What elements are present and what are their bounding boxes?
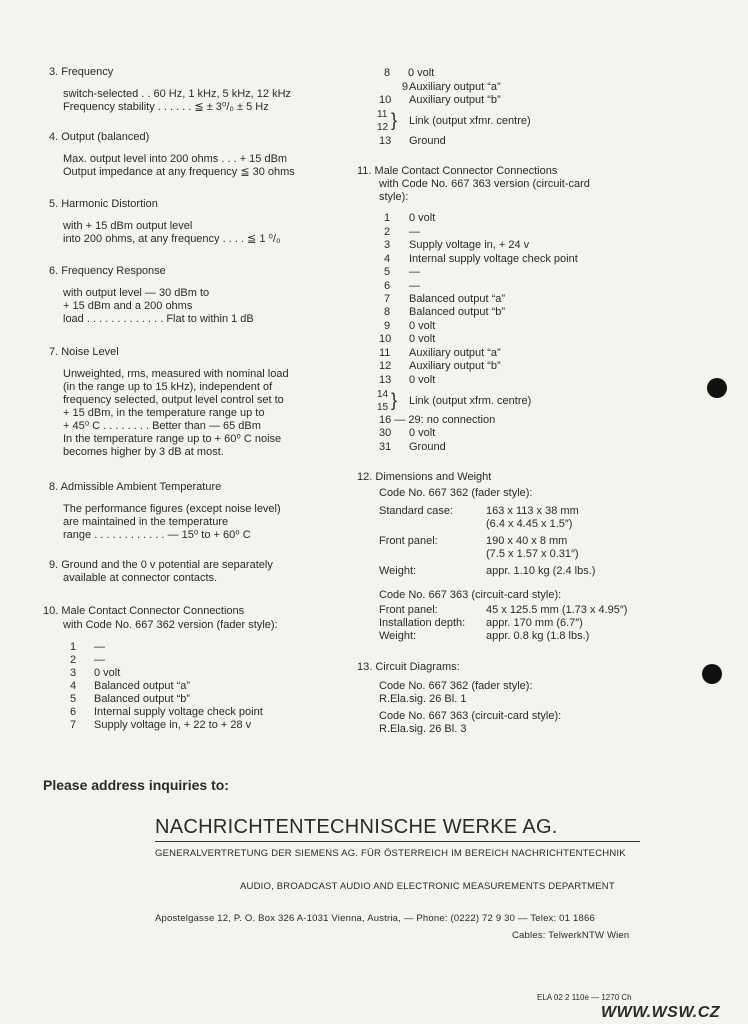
pin-number: 11 [379,347,391,359]
dim-value: 163 x 113 x 38 mm [486,505,579,517]
pin-number: 6 [70,706,77,718]
spec-line: The performance figures (except noise level) [63,503,281,515]
pin-number: 3 [384,239,391,251]
pin-function: — [94,654,105,666]
section-title: 6. Frequency Response [49,265,166,277]
spec-line: + 15 dBm, in the temperature range up to [63,407,265,419]
section-subtitle: with Code No. 667 363 version (circuit-card [379,178,590,190]
company-name: NACHRICHTENTECHNISCHE WERKE AG. [155,816,558,838]
pin-function: Auxiliary output “b” [409,360,501,372]
dim-value: (7.5 x 1.57 x 0.31″) [486,548,579,560]
diagram-ref: R.Ela.sig. 26 Bl. 1 [379,693,467,705]
dim-label: Standard case: [379,505,453,517]
document-number: ELA 02 2 110e — 1270 Ch [537,993,632,1002]
dim-label: Front panel: [379,535,438,547]
pin-row [379,81,408,94]
pin-function: — [409,226,420,238]
section-title: 11. Male Contact Connector Connections [357,165,558,177]
pin-number: 2 [384,226,391,238]
pin-function: Balanced output “a” [94,680,191,692]
watermark: WWW.WSW.CZ [601,1004,721,1021]
section-subtitle: Code No. 667 362 (fader style): [379,487,533,499]
spec-line: Max. output level into 200 ohms . . . + 15 dBm [63,153,288,165]
cables-line: Cables: TelwerkNTW Wien [512,930,630,941]
spec-line: Unweighted, rms, measured with nominal load [63,368,289,380]
pin-number: 15 [377,402,389,413]
pin-function: Link (output xfmr. centre) [409,115,531,127]
spec-line: switch-selected . . 60 Hz, 1 kHz, 5 kHz, 12 kHz [63,88,292,100]
section-subtitle: with Code No. 667 362 version (fader style): [63,619,278,631]
pin-function: Auxiliary output “b” [409,94,501,106]
pin-function: 0 volt [409,333,436,345]
pin-number: 6 [384,280,391,292]
pin-number: 9 [384,320,391,332]
section-title: 12. Dimensions and Weight [357,471,492,483]
pin-function: 0 volt [409,427,436,439]
dim-value: appr. 170 mm (6.7″) [486,617,583,629]
pin-function: — [409,266,420,278]
pin-function: Supply voltage in, + 22 to + 28 v [94,719,252,731]
pin-function: Ground [409,135,446,147]
spec-line: + 45⁰ C . . . . . . . . Better than — 65 dBm [63,420,261,432]
binder-hole [702,664,722,684]
spec-line: into 200 ohms, at any frequency . . . . ≦ 1 ⁰/₀ [63,233,281,245]
spec-line: range . . . . . . . . . . . . — 15⁰ to + 60⁰ C [63,529,251,541]
pin-number: 31 [379,441,392,453]
section-subtitle: Code No. 667 363 (circuit-card style): [379,589,562,601]
pin-number: 12 [379,360,392,372]
section-title: 10. Male Contact Connector Connections [43,605,245,617]
pin-function: Auxiliary output “a” [409,81,501,93]
dim-value: appr. 1.10 kg (2.4 lbs.) [486,565,596,577]
pin-function: — [94,641,105,653]
diagram-ref: Code No. 667 363 (circuit-card style): [379,710,562,722]
section-title: 4. Output (balanced) [49,131,150,143]
pin-number: 14 [377,389,389,400]
address-line: Apostelgasse 12, P. O. Box 326 A-1031 Vienna, Austria, — Phone: (0222) 72 9 30 — Telex: 01 1866 [155,913,595,924]
spec-line: frequency selected, output level control set to [63,394,284,406]
pin-number: 12 [377,122,389,133]
dim-value: appr. 0.8 kg (1.8 lbs.) [486,630,590,642]
pin-function: Balanced output “b” [94,693,191,705]
pin-function: Ground [409,441,446,453]
pin-function: 0 volt [409,374,436,386]
pin-number: 30 [379,427,392,439]
diagram-ref: R.Ela.sig. 26 Bl. 3 [379,723,467,735]
dim-label: Front panel: [379,604,438,616]
pin-function: Link (output xfrm. centre) [409,395,532,407]
pin-number: 5 [384,266,391,278]
pin-number: 5 [70,693,77,705]
pin-number: 7 [384,293,391,305]
section-title: 5. Harmonic Distortion [49,198,158,210]
section-title: 7. Noise Level [49,346,119,358]
dim-label: Weight: [379,630,417,642]
pin-function: Balanced output “b” [409,306,506,318]
spec-line: becomes higher by 3 dB at most. [63,446,224,458]
department-line: AUDIO, BROADCAST AUDIO AND ELECTRONIC MEASUREMENTS DEPARTMENT [240,881,615,892]
pin-row [70,641,105,654]
spec-line: are maintained in the temperature [63,516,229,528]
pin-number: 11 [377,109,388,120]
spec-line: Frequency stability . . . . . . ≦ ± 3⁰/₀ ± 5 Hz [63,101,269,113]
pin-row [384,67,434,80]
pin-range: 16 — 29: no connection [379,414,496,426]
pin-function: 0 volt [94,667,121,679]
brace-icon: } [391,390,398,410]
dim-value: 45 x 125.5 mm (1.73 x 4.95″) [486,604,628,616]
pin-row [70,706,263,719]
spec-line: load . . . . . . . . . . . . . Flat to within 1 dB [63,313,254,325]
spec-line: + 15 dBm and a 200 ohms [63,300,193,312]
pin-number: 8 [384,306,391,318]
spec-line: In the temperature range up to + 60⁰ C noise [63,433,282,445]
pin-number: 1 [384,212,391,224]
pin-number: 8 [384,67,391,79]
pin-number: 4 [70,680,77,692]
pin-function: 0 volt [409,320,436,332]
pin-row [70,654,105,667]
pin-row [70,693,190,706]
spec-line: 9. Ground and the 0 v potential are separately [49,559,273,571]
spec-line: (in the range up to 15 kHz), independent of [63,381,273,393]
agency-line: GENERALVERTRETUNG DER SIEMENS AG. FÜR ÖSTERREICH IM BEREICH NACHRICHTENTECHNIK [155,848,626,859]
pin-number: 13 [379,374,392,386]
spec-line: with output level — 30 dBm to [63,287,210,299]
section-title: 8. Admissible Ambient Temperature [49,481,222,493]
inquiries-heading: Please address inquiries to: [43,777,229,793]
pin-function: — [409,280,420,292]
pin-number: 7 [70,719,77,731]
pin-function: Internal supply voltage check point [94,706,263,718]
spec-line: available at connector contacts. [63,572,218,584]
pin-number: 9 [401,81,408,93]
pin-function: Balanced output “a” [409,293,506,305]
pin-number: 3 [70,667,77,679]
diagram-ref: Code No. 667 362 (fader style): [379,680,533,692]
pin-function: Supply voltage in, + 24 v [409,239,530,251]
section-title: 3. Frequency [49,66,114,78]
dim-label: Weight: [379,565,417,577]
dim-label: Installation depth: [379,617,466,629]
dim-value: (6.4 x 4.45 x 1.5″) [486,518,573,530]
pin-function: 0 volt [409,212,436,224]
pin-number: 2 [70,654,77,666]
pin-number: 1 [70,641,77,653]
pin-number: 10 [379,333,392,345]
spec-line: with + 15 dBm output level [63,220,193,232]
spec-line: Output impedance at any frequency ≦ 30 ohms [63,166,295,178]
pin-number: 10 [379,94,392,106]
pin-number: 13 [379,135,392,147]
pin-function: Internal supply voltage check point [409,253,578,265]
dim-value: 190 x 40 x 8 mm [486,535,568,547]
pin-function: Auxiliary output “a” [409,347,501,359]
pin-row [70,667,120,680]
section-subtitle: style): [379,191,409,203]
pin-function: 0 volt [408,67,435,79]
pin-number: 4 [384,253,391,265]
pin-row [70,680,190,693]
pin-row [70,719,251,732]
divider [155,841,640,842]
section-title: 13. Circuit Diagrams: [357,661,460,673]
binder-hole [707,378,727,398]
brace-icon: } [391,110,398,130]
